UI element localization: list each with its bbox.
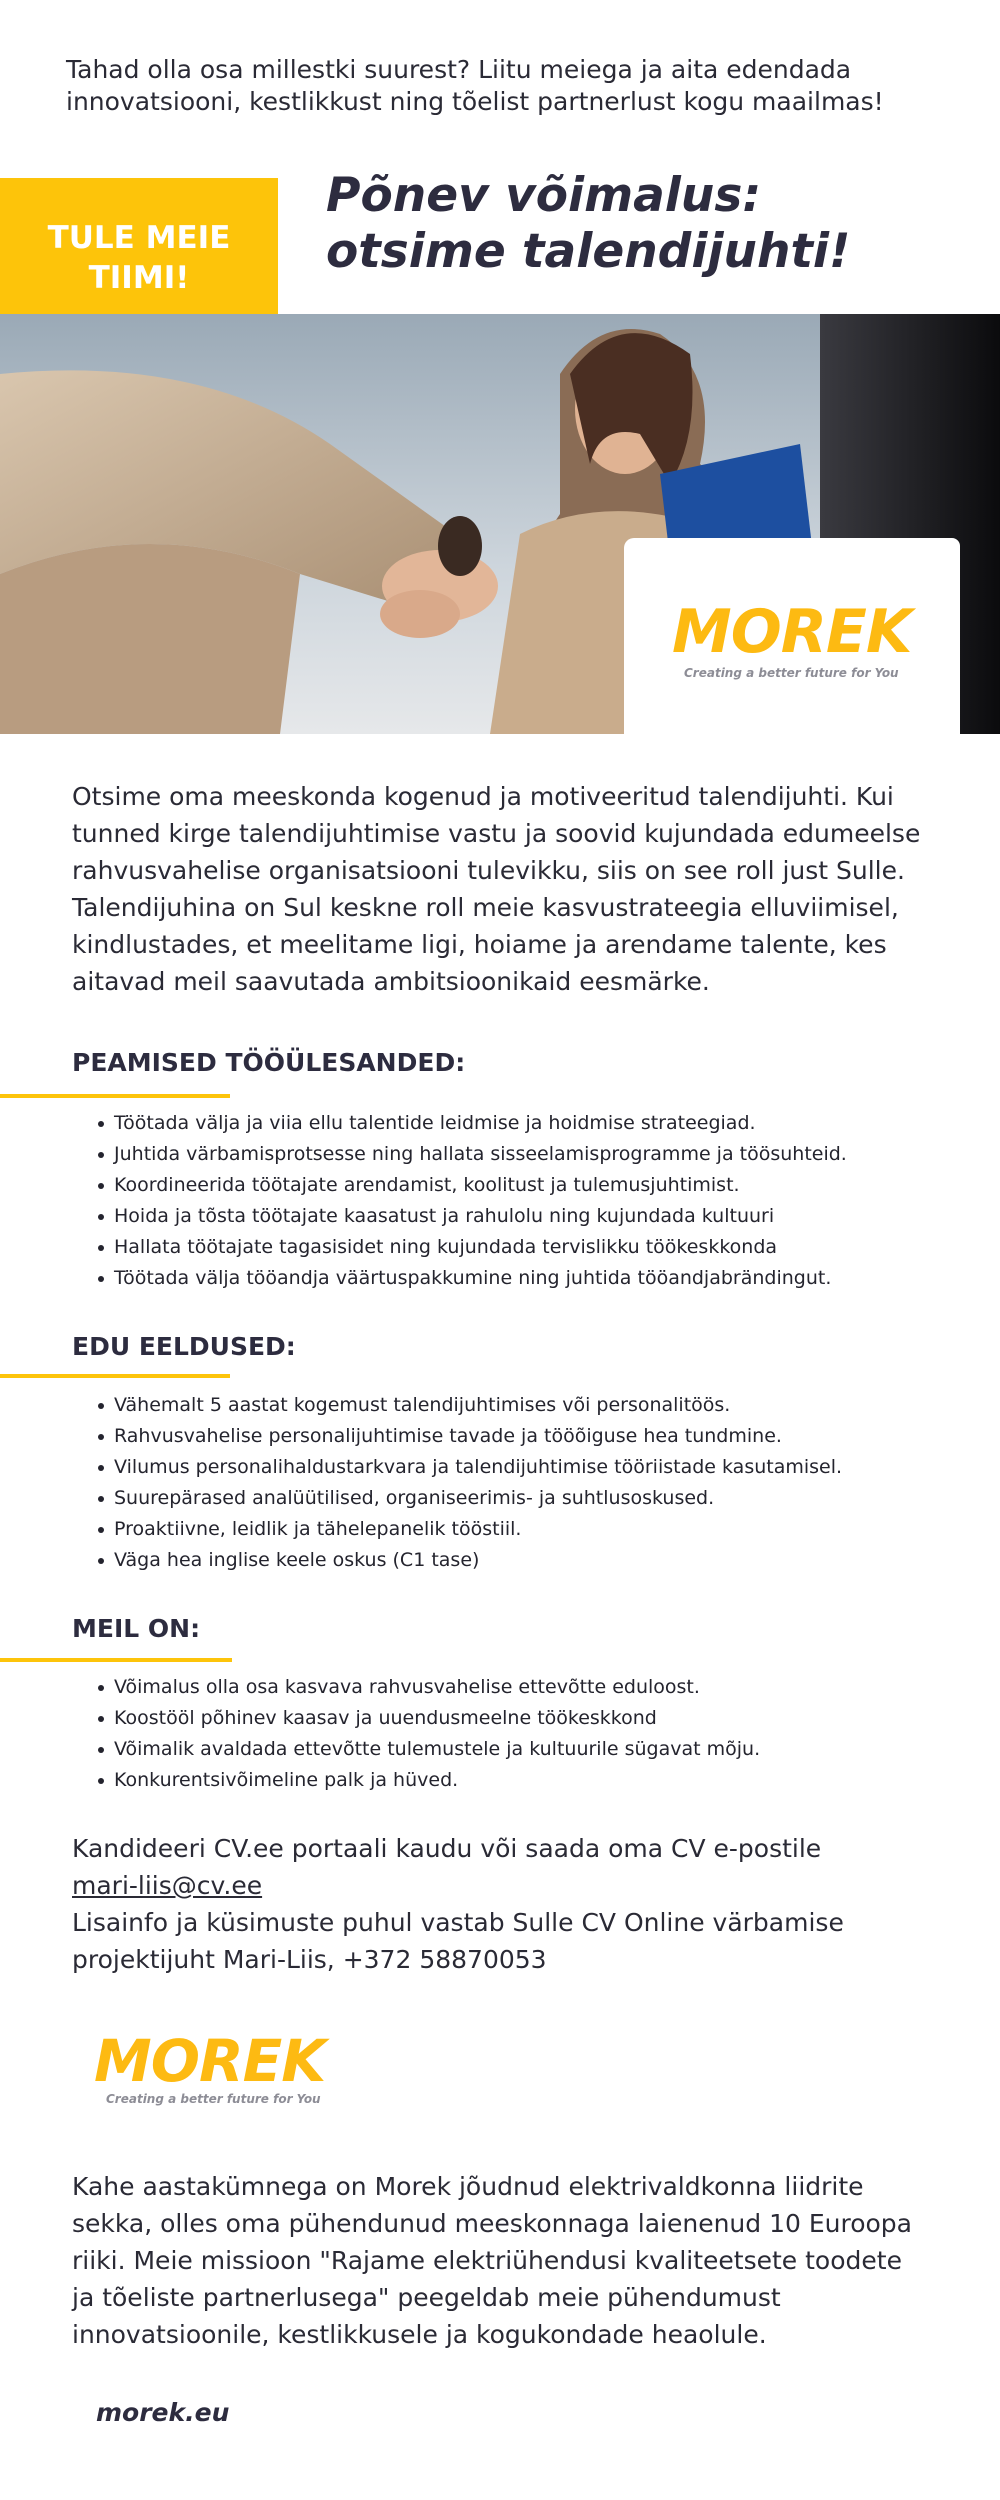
section-title-benefits: MEIL ON: [72,1614,201,1643]
banner-text [0,218,278,298]
main-paragraph: Otsime oma meeskonda kogenud ja motiveeritud talendijuhti. Kui tunned kirge talendijuhtimise vastu ja soovid kujundada edumeelse rahvusvahelise organisatsiooni tulevikku, siis on see roll just Sulle. Talendijuhina on Sul keskne roll meie kasvustrateegia elluviimisel, kindlustades, et meelitame ligi, hoiame ja arendame talente, kes aitavad meil saavutada ambitsioonikaid eesmärke. [72,782,921,996]
duties-list [72,1108,972,1294]
logo-wordmark: MOREK [94,2027,326,2095]
list-item: Koostööl põhinev kaasav ja uuendusmeelne töökeskkond [72,1703,972,1734]
logo-tagline: Creating a better future for You [106,2092,321,2106]
list-item: Võimalus olla osa kasvava rahvusvahelise ettevõtte eduloost. [72,1672,972,1703]
list-item: Rahvusvahelise personalijuhtimise tavade ja tööõiguse hea tundmine. [72,1421,972,1452]
banner-line-1: TULE MEIE [47,220,231,256]
requirements-list [72,1390,972,1576]
list-item: Konkurentsivõimeline palk ja hüved. [72,1765,972,1796]
page-title [326,168,986,280]
list-item: Töötada välja tööandja väärtuspakkumine ning juhtida tööandjabrändingut. [72,1263,972,1294]
morek-logo-footer [94,2027,344,2106]
about-paragraph: Kahe aastakümnega on Morek jõudnud elektrivaldkonna liidrite sekka, olles oma pühendunud meeskonnaga laienenud 10 Euroopa riiki. Meie missioon "Rajame elektriühendusi kvaliteetsete toodete ja tõeliste partnerlusega" peegeldab meie pühendumust innovatsioonile, kestlikkusele ja kogukondade heaolule. [72,2172,912,2349]
list-item: Töötada välja ja viia ellu talentide leidmise ja hoidmise strateegiad. [72,1108,972,1139]
contact-line-1: Kandideeri CV.ee portaali kaudu või saada oma CV e-postile [72,1834,822,1863]
morek-logo [672,597,922,680]
list-item: Suurepärased analüütilised, organiseerimis- ja suhtlusoskused. [72,1483,972,1514]
website-link[interactable]: morek.eu [96,2398,230,2427]
logo-tagline: Creating a better future for You [684,666,899,680]
list-item: Hallata töötajate tagasisidet ning kujundada tervislikku töökeskkonda [72,1232,972,1263]
section-underline [0,1094,230,1098]
intro-text: Tahad olla osa millestki suurest? Liitu meiega ja aita edendada innovatsiooni, kestlikkust ning tõelist partnerlust kogu maailmas! [66,55,884,116]
benefits-list [72,1672,972,1796]
list-item: Koordineerida töötajate arendamist, koolitust ja tulemusjuhtimist. [72,1170,972,1201]
list-item: Vähemalt 5 aastat kogemust talendijuhtimises või personalitöös. [72,1390,972,1421]
list-item: Proaktiivne, leidlik ja tähelepanelik tööstiil. [72,1514,972,1545]
section-underline [0,1658,232,1662]
contact-info [72,1830,932,1978]
section-underline [0,1374,230,1378]
headline-line-2: otsime talendijuhti! [326,224,851,279]
list-item: Hoida ja tõsta töötajate kaasatust ja rahulolu ning kujundada kultuuri [72,1201,972,1232]
contact-line-2: Lisainfo ja küsimuste puhul vastab Sulle CV Online värbamise projektijuht Mari-Liis, +372 58870053 [72,1908,844,1974]
headline-line-1: Põnev võimalus: [326,168,762,223]
section-title-requirements: EDU EELDUSED: [72,1332,296,1361]
list-item: Väga hea inglise keele oskus (C1 tase) [72,1545,972,1576]
banner-line-2: TIIMI! [88,260,190,296]
email-link[interactable]: mari-liis@cv.ee [72,1871,263,1900]
list-item: Juhtida värbamisprotsesse ning hallata sisseelamisprogramme ja töösuhteid. [72,1139,972,1170]
list-item: Vilumus personalihaldustarkvara ja talendijuhtimise tööriistade kasutamisel. [72,1452,972,1483]
section-title-duties: PEAMISED TÖÖÜLESANDED: [72,1048,466,1077]
logo-wordmark: MOREK [672,597,912,667]
list-item: Võimalik avaldada ettevõtte tulemustele ja kultuurile sügavat mõju. [72,1734,972,1765]
